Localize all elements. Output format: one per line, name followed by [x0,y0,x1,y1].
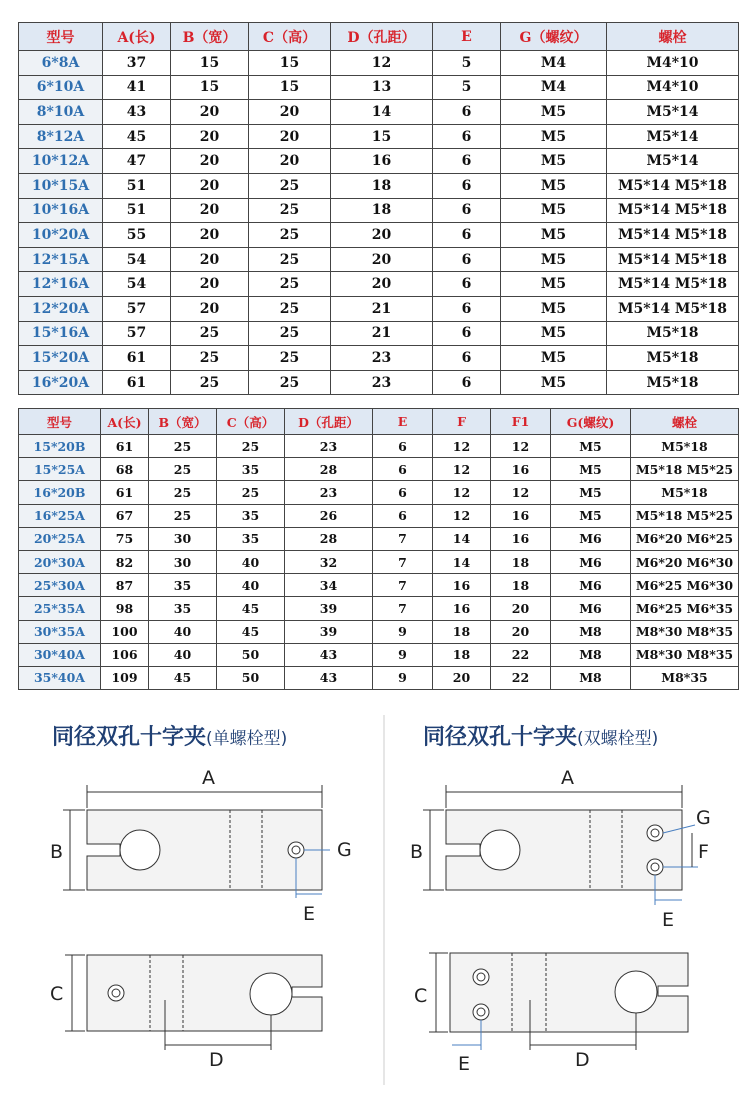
table-cell: M5 [501,149,607,174]
table-cell: 9 [373,620,433,643]
table-cell: M5*18 M5*25 [631,458,739,481]
model-cell: 30*40A [19,643,101,666]
table-cell: M4 [501,75,607,100]
svg-text:B: B [410,841,424,863]
table-row [19,149,739,174]
table-cell: 6 [373,504,433,527]
table-cell: M6*20 M6*30 [631,550,739,573]
table-cell: 18 [491,574,551,597]
table-cell: M8 [551,666,631,689]
column-header: 螺栓 [631,409,739,435]
table-cell: M6*25 M6*35 [631,597,739,620]
left-diagram-title: 同径双孔十字夹(单螺栓型) [52,725,288,750]
svg-text:G: G [337,839,352,861]
column-header: 型号 [19,23,103,51]
table-row [19,458,739,481]
column-header: B（宽） [149,409,217,435]
table-cell: M5*14 M5*18 [607,247,739,272]
table-row [19,574,739,597]
table-cell: 54 [103,272,171,297]
table-row [19,370,739,395]
model-cell: 8*12A [19,124,103,149]
table-cell: M5 [501,247,607,272]
svg-text:A: A [561,767,574,789]
table-cell: 20 [171,100,249,125]
table-row [19,597,739,620]
table-cell: 16 [491,458,551,481]
table-cell: 16 [433,574,491,597]
table-cell: 68 [101,458,149,481]
svg-text:D: D [575,1049,590,1071]
table-cell: 32 [285,550,373,573]
column-header: D（孔距） [285,409,373,435]
column-header: G（螺纹） [501,23,607,51]
table-cell: 12 [331,51,433,76]
column-header: C（高） [217,409,285,435]
table-cell: M5 [551,504,631,527]
table-cell: M5 [551,435,631,458]
table-cell: 25 [171,370,249,395]
table-cell: 50 [217,666,285,689]
model-cell: 8*10A [19,100,103,125]
table-cell: 16 [491,527,551,550]
table-cell: M5 [501,321,607,346]
table-cell: 39 [285,620,373,643]
table-cell: 6 [433,247,501,272]
table-cell: 20 [249,100,331,125]
table-cell: 16 [331,149,433,174]
svg-text:B: B [50,841,64,863]
model-cell: 10*16A [19,198,103,223]
table-cell: M5 [501,370,607,395]
table-cell: 6 [433,198,501,223]
table-cell: 20 [331,223,433,248]
table-cell: 5 [433,75,501,100]
table-cell: 20 [171,149,249,174]
right-diagram [410,767,711,1075]
table-cell: 35 [217,527,285,550]
svg-text:A: A [202,767,215,789]
table-cell: 6 [433,223,501,248]
table-cell: 7 [373,527,433,550]
table-cell: M8*30 M8*35 [631,643,739,666]
model-cell: 12*16A [19,272,103,297]
table-cell: 43 [285,666,373,689]
table-cell: 15 [249,51,331,76]
model-cell: 30*35A [19,620,101,643]
table-cell: 22 [491,643,551,666]
table-cell: M5 [501,198,607,223]
table-cell: 43 [103,100,171,125]
table-cell: M5 [551,481,631,504]
table-row [19,173,739,198]
table-cell: 6 [433,321,501,346]
svg-text:C: C [414,985,428,1007]
table-cell: 7 [373,574,433,597]
table-cell: M5*14 M5*18 [607,198,739,223]
table-cell: M5*14 [607,149,739,174]
table-cell: 20 [249,149,331,174]
table-cell: 51 [103,173,171,198]
table-cell: 21 [331,321,433,346]
table-cell: M5*18 [631,481,739,504]
table-cell: M5*14 M5*18 [607,272,739,297]
table-cell: 61 [101,481,149,504]
model-cell: 25*35A [19,597,101,620]
table-cell: 35 [217,504,285,527]
table-cell: 15 [249,75,331,100]
table-cell: 23 [331,346,433,371]
table-row [19,247,739,272]
table-cell: 20 [171,272,249,297]
table-cell: 20 [171,296,249,321]
table-cell: 9 [373,643,433,666]
table-cell: 6 [433,124,501,149]
table-cell: 57 [103,296,171,321]
column-header: D（孔距） [331,23,433,51]
svg-text:F: F [698,841,709,863]
table-cell: 14 [433,550,491,573]
table-cell: 12 [491,481,551,504]
table-row [19,51,739,76]
table-cell: 6 [433,346,501,371]
table-cell: 55 [103,223,171,248]
table-cell: 18 [331,173,433,198]
table-cell: 40 [217,550,285,573]
table-row [19,124,739,149]
table-row [19,643,739,666]
table-cell: M6 [551,597,631,620]
column-header: C（高） [249,23,331,51]
table-cell: 45 [149,666,217,689]
clamp-diagrams [0,700,750,1097]
table-cell: 22 [491,666,551,689]
table-row [19,620,739,643]
table-cell: 25 [171,321,249,346]
column-header: B（宽） [171,23,249,51]
table-cell: 26 [285,504,373,527]
table-cell: M5*18 [607,370,739,395]
table-cell: 35 [149,574,217,597]
table-cell: M8 [551,620,631,643]
table-cell: 21 [331,296,433,321]
table-cell: 25 [249,198,331,223]
model-cell: 20*30A [19,550,101,573]
table-cell: 12 [491,435,551,458]
table-cell: 7 [373,550,433,573]
table-row [19,550,739,573]
table-cell: 45 [103,124,171,149]
table-row [19,504,739,527]
table-cell: M6*20 M6*25 [631,527,739,550]
column-header: F1 [491,409,551,435]
table-cell: M5 [501,346,607,371]
table-row [19,75,739,100]
table-cell: 61 [103,346,171,371]
table-cell: M5 [551,458,631,481]
svg-text:D: D [209,1049,224,1071]
table-cell: 6 [433,100,501,125]
table-cell: 25 [249,321,331,346]
table-cell: 20 [171,198,249,223]
table-cell: 25 [249,272,331,297]
table-cell: 25 [249,296,331,321]
table-cell: 6 [433,370,501,395]
model-cell: 10*15A [19,173,103,198]
table-cell: M5 [501,296,607,321]
table-cell: 6 [373,458,433,481]
table-cell: 12 [433,504,491,527]
table-cell: M6*25 M6*30 [631,574,739,597]
table-cell: 20 [171,124,249,149]
table-cell: 6 [433,173,501,198]
table-row [19,198,739,223]
table-cell: 40 [149,620,217,643]
table-cell: 18 [331,198,433,223]
table-cell: M5*18 M5*25 [631,504,739,527]
table-cell: 25 [171,346,249,371]
table-cell: M6 [551,574,631,597]
table-cell: 37 [103,51,171,76]
model-cell: 12*20A [19,296,103,321]
table-cell: 45 [217,597,285,620]
table-cell: 25 [149,504,217,527]
table-cell: 57 [103,321,171,346]
model-cell: 12*15A [19,247,103,272]
model-cell: 15*20A [19,346,103,371]
table-cell: 25 [249,346,331,371]
table-cell: 28 [285,458,373,481]
model-cell: 15*16A [19,321,103,346]
table-cell: 25 [249,247,331,272]
table-cell: 6 [373,481,433,504]
table-cell: 16 [433,597,491,620]
table-cell: 25 [249,173,331,198]
model-cell: 16*25A [19,504,101,527]
table-cell: 23 [331,370,433,395]
svg-text:C: C [50,983,64,1005]
table-cell: 6 [433,272,501,297]
table-cell: 67 [101,504,149,527]
table-cell: 40 [149,643,217,666]
column-header: A(长) [101,409,149,435]
table-cell: 20 [249,124,331,149]
table-cell: 106 [101,643,149,666]
model-cell: 35*40A [19,666,101,689]
table-cell: M5*14 [607,100,739,125]
table-cell: M5*18 [607,346,739,371]
table-cell: 23 [285,481,373,504]
table-cell: M4 [501,51,607,76]
table-cell: 20 [491,620,551,643]
table-cell: 25 [217,481,285,504]
table-cell: 39 [285,597,373,620]
table-cell: 25 [149,481,217,504]
table-cell: M6 [551,550,631,573]
column-header: A(长) [103,23,171,51]
table-row [19,100,739,125]
table-cell: M4*10 [607,75,739,100]
table-row [19,223,739,248]
table-cell: 15 [171,75,249,100]
table-cell: 13 [331,75,433,100]
column-header: F [433,409,491,435]
spec-table-double [18,408,739,690]
table-cell: M6 [551,527,631,550]
table-cell: 20 [171,223,249,248]
table-cell: 15 [331,124,433,149]
table-cell: M5 [501,223,607,248]
table-cell: 7 [373,597,433,620]
table-cell: M8*30 M8*35 [631,620,739,643]
table-cell: 34 [285,574,373,597]
table-cell: M5*14 M5*18 [607,223,739,248]
model-cell: 6*10A [19,75,103,100]
table-cell: 28 [285,527,373,550]
table-cell: 14 [433,527,491,550]
spec-table-single [18,22,739,395]
table-cell: 6 [433,296,501,321]
table-cell: M5*14 [607,124,739,149]
table-cell: 25 [149,435,217,458]
table-cell: 20 [171,247,249,272]
table-cell: 51 [103,198,171,223]
column-header: G(螺纹) [551,409,631,435]
table-cell: 25 [149,458,217,481]
table-cell: 43 [285,643,373,666]
table-cell: 75 [101,527,149,550]
table-cell: M5 [501,100,607,125]
table-cell: 16 [491,504,551,527]
table-cell: 25 [249,223,331,248]
table-cell: 14 [331,100,433,125]
model-cell: 16*20A [19,370,103,395]
column-header: 螺栓 [607,23,739,51]
model-cell: 16*20B [19,481,101,504]
column-header: E [433,23,501,51]
table-cell: 41 [103,75,171,100]
table-cell: M5 [501,272,607,297]
table-cell: 47 [103,149,171,174]
table-cell: 18 [491,550,551,573]
table-row [19,527,739,550]
table-cell: 12 [433,458,491,481]
table-cell: 18 [433,620,491,643]
table-cell: M5*14 M5*18 [607,173,739,198]
table-cell: M5*18 [631,435,739,458]
table-cell: 45 [217,620,285,643]
table-cell: 35 [217,458,285,481]
left-diagram [50,767,352,1071]
table-cell: 87 [101,574,149,597]
table-cell: 20 [171,173,249,198]
table-row [19,346,739,371]
model-cell: 20*25A [19,527,101,550]
table-cell: 109 [101,666,149,689]
table-cell: 20 [491,597,551,620]
table-cell: M5*18 [607,321,739,346]
table-cell: 54 [103,247,171,272]
model-cell: 15*20B [19,435,101,458]
column-header: 型号 [19,409,101,435]
table-cell: 20 [331,247,433,272]
model-cell: 15*25A [19,458,101,481]
table-cell: M4*10 [607,51,739,76]
table-row [19,321,739,346]
table-row [19,272,739,297]
table-cell: M8 [551,643,631,666]
table-cell: 20 [331,272,433,297]
table-cell: 5 [433,51,501,76]
table-cell: M8*35 [631,666,739,689]
table-cell: 25 [217,435,285,458]
table-cell: 12 [433,435,491,458]
right-diagram-title: 同径双孔十字夹(双螺栓型) [423,725,659,750]
table-cell: 6 [433,149,501,174]
table-cell: 23 [285,435,373,458]
table-cell: 61 [103,370,171,395]
table-cell: 35 [149,597,217,620]
model-cell: 10*20A [19,223,103,248]
table-cell: 15 [171,51,249,76]
svg-text:G: G [696,807,711,829]
svg-text:E: E [303,903,316,925]
model-cell: 10*12A [19,149,103,174]
table-cell: 100 [101,620,149,643]
table-cell: 18 [433,643,491,666]
svg-text:E: E [662,909,675,931]
table-row [19,435,739,458]
table-cell: 12 [433,481,491,504]
table-cell: 40 [217,574,285,597]
table-cell: M5 [501,124,607,149]
table-row [19,481,739,504]
table-cell: M5 [501,173,607,198]
table-cell: 50 [217,643,285,666]
table-cell: 82 [101,550,149,573]
table-cell: 20 [433,666,491,689]
table-cell: M5*14 M5*18 [607,296,739,321]
table-row [19,666,739,689]
table-cell: 98 [101,597,149,620]
table-row [19,296,739,321]
table-cell: 30 [149,527,217,550]
svg-text:E: E [458,1053,471,1075]
table-cell: 25 [249,370,331,395]
column-header: E [373,409,433,435]
table-cell: 30 [149,550,217,573]
model-cell: 25*30A [19,574,101,597]
table-cell: 9 [373,666,433,689]
table-cell: 6 [373,435,433,458]
model-cell: 6*8A [19,51,103,76]
table-cell: 61 [101,435,149,458]
